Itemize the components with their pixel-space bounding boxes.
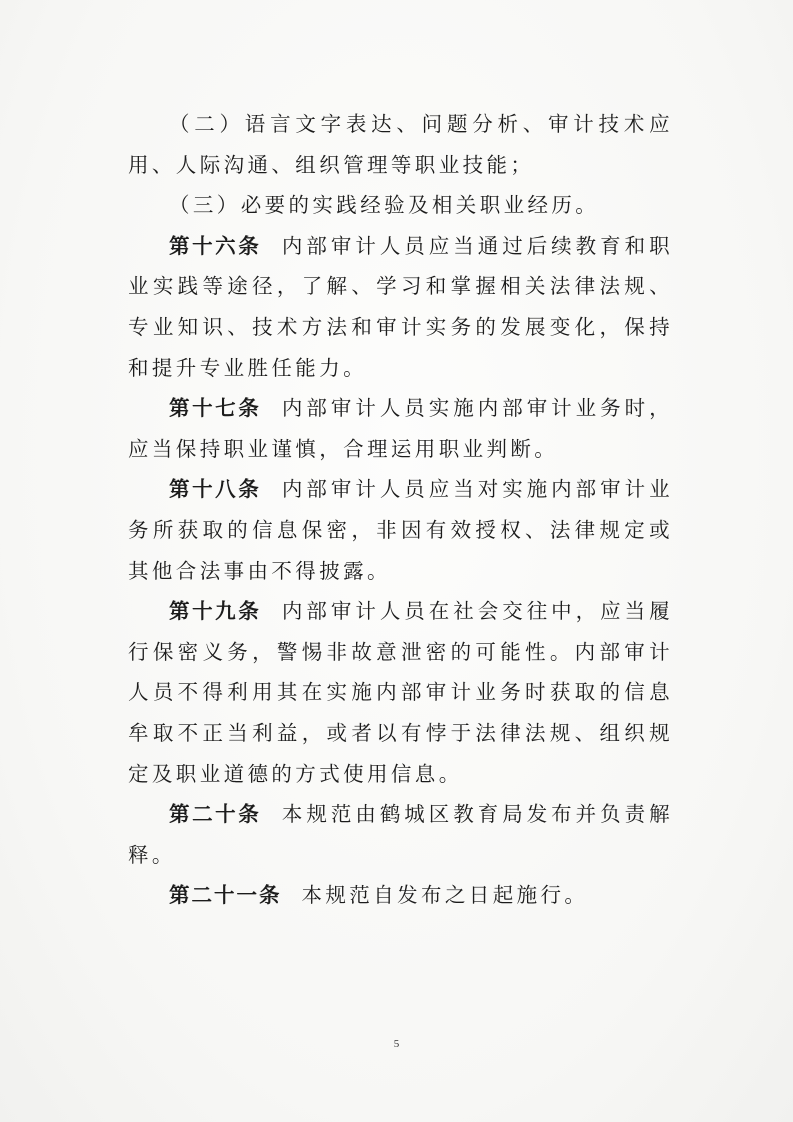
paragraph-text: 内部审计人员应当对实施内部审计业务所获取的信息保密，非因有效授权、法律规定或其他合法事由不得披露。 bbox=[128, 477, 674, 583]
paragraph-text: （三）必要的实践经验及相关职业经历。 bbox=[169, 193, 600, 218]
paragraph-text: 本规范由鹤城区教育局发布并负责解释。 bbox=[128, 802, 674, 867]
article-paragraph bbox=[128, 226, 673, 388]
paragraph-text: 内部审计人员在社会交往中，应当履行保密义务，警惕非故意泄密的可能性。内部审计人员不得利用其在实施内部审计业务时获取的信息牟取不正当利益，或者以有悖于法律法规、组织规定及职业道德的方式使用信息。 bbox=[128, 599, 674, 786]
article-paragraph bbox=[128, 388, 673, 469]
paragraph bbox=[128, 104, 673, 185]
article-number: 第十九条 bbox=[169, 599, 262, 624]
document-body bbox=[128, 104, 673, 916]
paragraph-text: 内部审计人员应当通过后续教育和职业实践等途径，了解、学习和掌握相关法律法规、专业知识、技术方法和审计实务的发展变化，保持和提升专业胜任能力。 bbox=[128, 233, 674, 380]
paragraph-text: 内部审计人员实施内部审计业务时，应当保持职业谨慎，合理运用职业判断。 bbox=[128, 396, 674, 461]
paragraph-text: 本规范自发布之日起施行。 bbox=[301, 883, 589, 908]
article-number: 第十七条 bbox=[169, 396, 262, 421]
article-number: 第十六条 bbox=[169, 233, 262, 258]
article-number: 第十八条 bbox=[169, 477, 262, 502]
article-paragraph bbox=[128, 591, 673, 794]
article-paragraph bbox=[128, 875, 673, 916]
paragraph bbox=[128, 185, 673, 226]
article-number: 第二十一条 bbox=[169, 883, 282, 908]
paragraph-text: （二）语言文字表达、问题分析、审计技术应用、人际沟通、组织管理等职业技能； bbox=[128, 112, 673, 177]
article-number: 第二十条 bbox=[169, 802, 262, 827]
article-paragraph bbox=[128, 794, 673, 875]
article-paragraph bbox=[128, 469, 673, 591]
page-number: 5 bbox=[393, 1038, 400, 1050]
